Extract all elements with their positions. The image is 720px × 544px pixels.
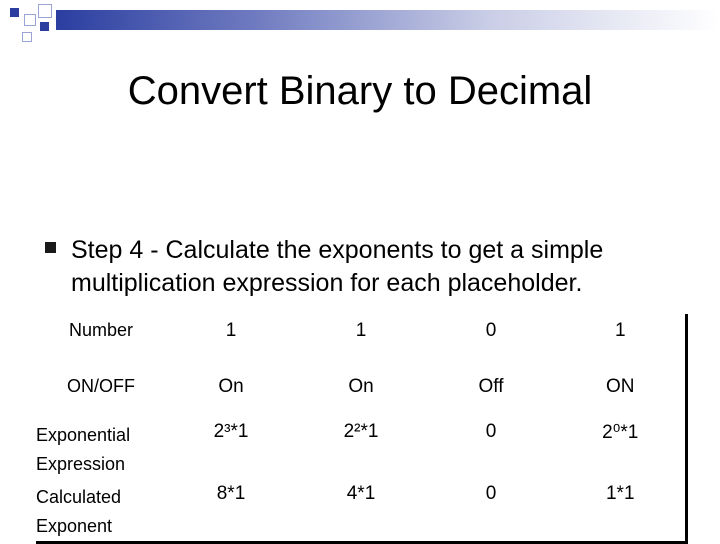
- decorative-square-icon: [22, 32, 32, 42]
- row-label: Calculated Exponent: [36, 487, 122, 536]
- table-row: [36, 374, 686, 419]
- table-cell: On: [348, 376, 374, 397]
- decorative-square-icon: [10, 8, 19, 17]
- decorative-square-icon: [24, 14, 36, 26]
- table-cell: 0: [485, 421, 497, 442]
- table-cell: 2⁰*1: [602, 422, 639, 443]
- table-cell: 1: [614, 320, 626, 341]
- table-cell: On: [218, 376, 244, 397]
- table-cell: ON: [606, 376, 635, 397]
- table-cell: 1: [225, 320, 237, 341]
- table-cell: 1: [355, 320, 367, 341]
- row-label: ON/OFF: [67, 376, 135, 396]
- table-cell: 2³*1: [213, 421, 249, 442]
- row-label: Number: [68, 320, 134, 340]
- table-cell: 0: [485, 320, 497, 341]
- table-row: [36, 314, 686, 374]
- table-cell: 2²*1: [343, 421, 379, 442]
- decorative-square-icon: [40, 22, 49, 31]
- table-cell: 1*1: [605, 483, 635, 504]
- binary-conversion-table: [36, 314, 688, 544]
- square-bullet-icon: [45, 242, 56, 253]
- row-label: Exponential Expression: [36, 425, 131, 474]
- table-cell: 8*1: [216, 483, 246, 504]
- table-cell: Off: [478, 376, 504, 397]
- table-row: [36, 479, 686, 543]
- table-row: [36, 419, 686, 479]
- table-cell: 4*1: [346, 483, 376, 504]
- decorative-header-bar: [0, 0, 720, 50]
- header-gradient-band: [56, 10, 720, 30]
- step-text: Step 4 - Calculate the exponents to get a simple multiplication expression for each placeholder.: [71, 236, 604, 297]
- decorative-square-icon: [38, 4, 52, 18]
- table-cell: 0: [485, 483, 497, 504]
- slide-title: Convert Binary to Decimal: [127, 69, 593, 113]
